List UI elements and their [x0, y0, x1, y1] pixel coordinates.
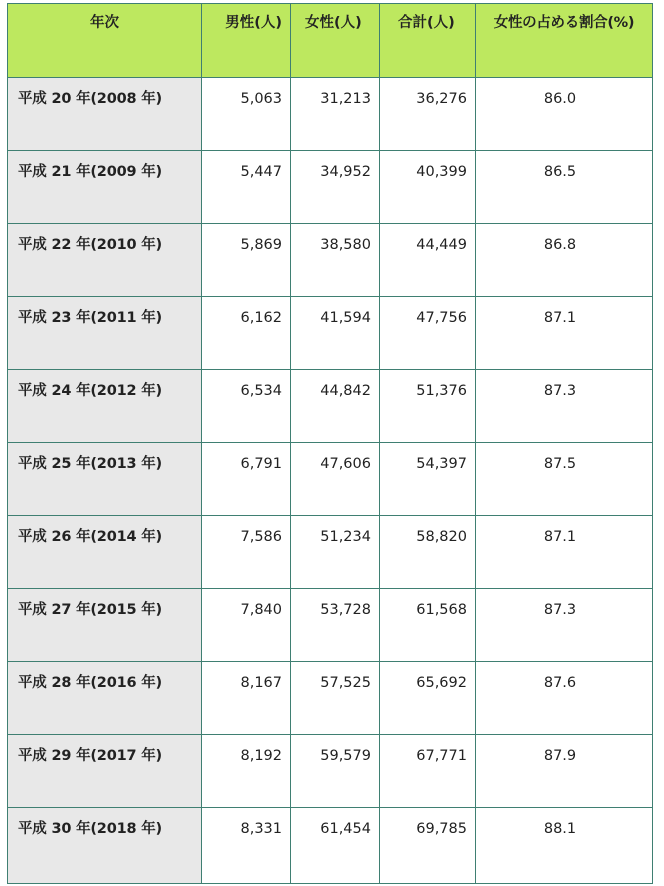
table-row [8, 589, 653, 662]
men-cell: 5,869 [202, 224, 291, 297]
header-women: 女性(人) [291, 4, 380, 78]
ratio-cell: 87.3 [476, 589, 653, 662]
table-row [8, 370, 653, 443]
total-cell: 54,397 [380, 443, 476, 516]
men-cell: 5,063 [202, 78, 291, 151]
total-cell: 51,376 [380, 370, 476, 443]
ratio-cell: 88.1 [476, 808, 653, 884]
table-row [8, 735, 653, 808]
year-cell: 平成 24 年(2012 年) [8, 370, 202, 443]
ratio-cell: 87.5 [476, 443, 653, 516]
total-cell: 40,399 [380, 151, 476, 224]
total-cell: 47,756 [380, 297, 476, 370]
header-ratio: 女性の占める割合(%) [476, 4, 653, 78]
header-row [8, 4, 653, 78]
men-cell: 7,586 [202, 516, 291, 589]
ratio-cell: 87.9 [476, 735, 653, 808]
women-cell: 47,606 [291, 443, 380, 516]
year-cell: 平成 20 年(2008 年) [8, 78, 202, 151]
year-cell: 平成 29 年(2017 年) [8, 735, 202, 808]
year-cell: 平成 27 年(2015 年) [8, 589, 202, 662]
men-cell: 8,167 [202, 662, 291, 735]
women-cell: 31,213 [291, 78, 380, 151]
women-cell: 59,579 [291, 735, 380, 808]
total-cell: 58,820 [380, 516, 476, 589]
year-cell: 平成 28 年(2016 年) [8, 662, 202, 735]
total-cell: 65,692 [380, 662, 476, 735]
table-row [8, 297, 653, 370]
table-row [8, 516, 653, 589]
ratio-cell: 86.8 [476, 224, 653, 297]
men-cell: 7,840 [202, 589, 291, 662]
header-men: 男性(人) [202, 4, 291, 78]
year-cell: 平成 23 年(2011 年) [8, 297, 202, 370]
header-total: 合計(人) [380, 4, 476, 78]
men-cell: 6,162 [202, 297, 291, 370]
women-cell: 38,580 [291, 224, 380, 297]
total-cell: 69,785 [380, 808, 476, 884]
table-row [8, 808, 653, 884]
women-cell: 53,728 [291, 589, 380, 662]
men-cell: 8,192 [202, 735, 291, 808]
table-row [8, 443, 653, 516]
table-row [8, 78, 653, 151]
women-cell: 51,234 [291, 516, 380, 589]
year-cell: 平成 30 年(2018 年) [8, 808, 202, 884]
ratio-cell: 86.5 [476, 151, 653, 224]
year-cell: 平成 21 年(2009 年) [8, 151, 202, 224]
table-row [8, 224, 653, 297]
total-cell: 61,568 [380, 589, 476, 662]
women-cell: 57,525 [291, 662, 380, 735]
ratio-cell: 87.1 [476, 297, 653, 370]
header-year: 年次 [8, 4, 202, 78]
ratio-cell: 87.6 [476, 662, 653, 735]
men-cell: 5,447 [202, 151, 291, 224]
total-cell: 44,449 [380, 224, 476, 297]
ratio-cell: 87.1 [476, 516, 653, 589]
statistics-table [7, 3, 653, 884]
table-row [8, 151, 653, 224]
year-cell: 平成 25 年(2013 年) [8, 443, 202, 516]
women-cell: 41,594 [291, 297, 380, 370]
women-cell: 44,842 [291, 370, 380, 443]
ratio-cell: 86.0 [476, 78, 653, 151]
ratio-cell: 87.3 [476, 370, 653, 443]
men-cell: 8,331 [202, 808, 291, 884]
women-cell: 34,952 [291, 151, 380, 224]
women-cell: 61,454 [291, 808, 380, 884]
year-cell: 平成 26 年(2014 年) [8, 516, 202, 589]
men-cell: 6,534 [202, 370, 291, 443]
men-cell: 6,791 [202, 443, 291, 516]
total-cell: 67,771 [380, 735, 476, 808]
year-cell: 平成 22 年(2010 年) [8, 224, 202, 297]
table-row [8, 662, 653, 735]
total-cell: 36,276 [380, 78, 476, 151]
